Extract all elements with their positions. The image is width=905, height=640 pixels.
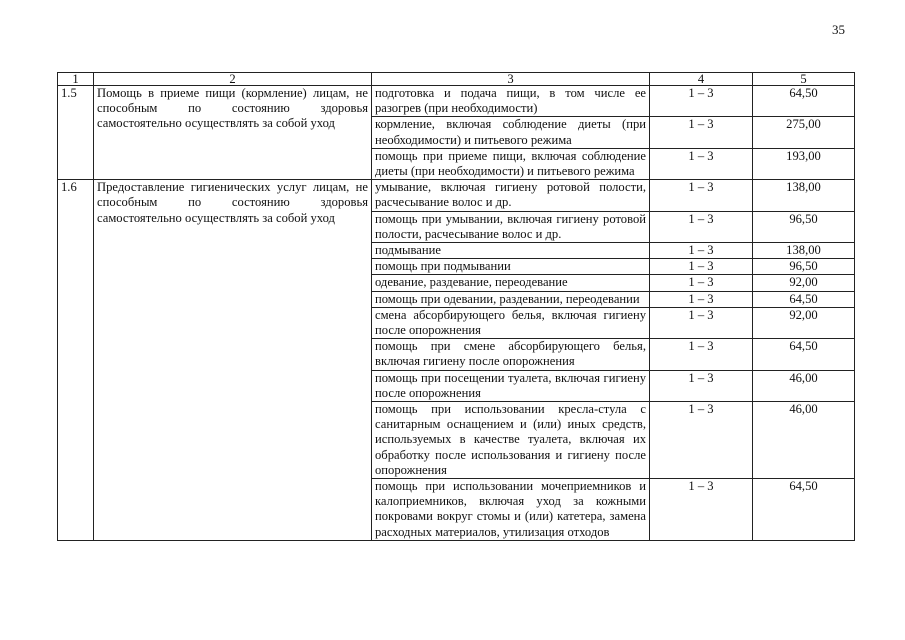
table-row [58, 180, 855, 211]
header-row [58, 73, 855, 86]
service-period: 1 – 3 [650, 402, 753, 479]
service-description: помощь при одевании, раздевании, переодевании [372, 291, 650, 307]
service-period: 1 – 3 [650, 243, 753, 259]
service-period: 1 – 3 [650, 211, 753, 242]
service-period: 1 – 3 [650, 291, 753, 307]
service-name: Предоставление гигиенических услуг лицам, не способным по состоянию здоровья самостоятельно осуществлять за собой уход [94, 180, 372, 541]
service-description: помощь при посещении туалета, включая гигиену после опорожнения [372, 370, 650, 401]
table-body [58, 86, 855, 541]
service-period: 1 – 3 [650, 259, 753, 275]
service-price: 46,00 [753, 370, 855, 401]
page-number: 35 [832, 22, 845, 37]
column-header: 3 [372, 73, 650, 86]
service-number: 1.6 [58, 180, 94, 541]
column-header: 5 [753, 73, 855, 86]
service-price: 46,00 [753, 402, 855, 479]
service-description: смена абсорбирующего белья, включая гигиену после опорожнения [372, 307, 650, 338]
service-period: 1 – 3 [650, 339, 753, 370]
service-description: помощь при использовании кресла-стула с санитарным оснащением и (или) иных средств, используемых в качестве туалета, включая их обработку после использования и гигиену после опорожнения [372, 402, 650, 479]
service-description: умывание, включая гигиену ротовой полости, расчесывание волос и др. [372, 180, 650, 211]
service-price: 96,50 [753, 259, 855, 275]
column-header: 4 [650, 73, 753, 86]
column-header: 1 [58, 73, 94, 86]
service-period: 1 – 3 [650, 86, 753, 117]
service-name: Помощь в приеме пищи (кормление) лицам, не способным по состоянию здоровья самостоятельно осуществлять за собой уход [94, 86, 372, 180]
services-table [57, 72, 855, 541]
service-price: 92,00 [753, 275, 855, 291]
service-price: 64,50 [753, 86, 855, 117]
service-description: подготовка и подача пищи, в том числе ее разогрев (при необходимости) [372, 86, 650, 117]
service-period: 1 – 3 [650, 479, 753, 541]
service-period: 1 – 3 [650, 148, 753, 179]
column-header: 2 [94, 73, 372, 86]
service-price: 193,00 [753, 148, 855, 179]
service-description: помощь при приеме пищи, включая соблюдение диеты (при необходимости) и питьевого режима [372, 148, 650, 179]
service-description: помощь при умывании, включая гигиену ротовой полости, расчесывание волос и др. [372, 211, 650, 242]
service-period: 1 – 3 [650, 370, 753, 401]
service-period: 1 – 3 [650, 307, 753, 338]
service-price: 138,00 [753, 243, 855, 259]
service-price: 96,50 [753, 211, 855, 242]
service-price: 64,50 [753, 479, 855, 541]
service-number: 1.5 [58, 86, 94, 180]
service-price: 138,00 [753, 180, 855, 211]
service-description: подмывание [372, 243, 650, 259]
service-period: 1 – 3 [650, 180, 753, 211]
service-description: помощь при использовании мочеприемников и калоприемников, включая уход за кожными покровами вокруг стомы и (или) катетера, замена расходных материалов, утилизация отходов [372, 479, 650, 541]
service-description: помощь при смене абсорбирующего белья, включая гигиену после опорожнения [372, 339, 650, 370]
table-row [58, 86, 855, 117]
service-description: кормление, включая соблюдение диеты (при необходимости) и питьевого режима [372, 117, 650, 148]
service-description: помощь при подмывании [372, 259, 650, 275]
service-price: 64,50 [753, 339, 855, 370]
service-price: 92,00 [753, 307, 855, 338]
service-description: одевание, раздевание, переодевание [372, 275, 650, 291]
service-period: 1 – 3 [650, 117, 753, 148]
service-price: 275,00 [753, 117, 855, 148]
service-price: 64,50 [753, 291, 855, 307]
service-period: 1 – 3 [650, 275, 753, 291]
